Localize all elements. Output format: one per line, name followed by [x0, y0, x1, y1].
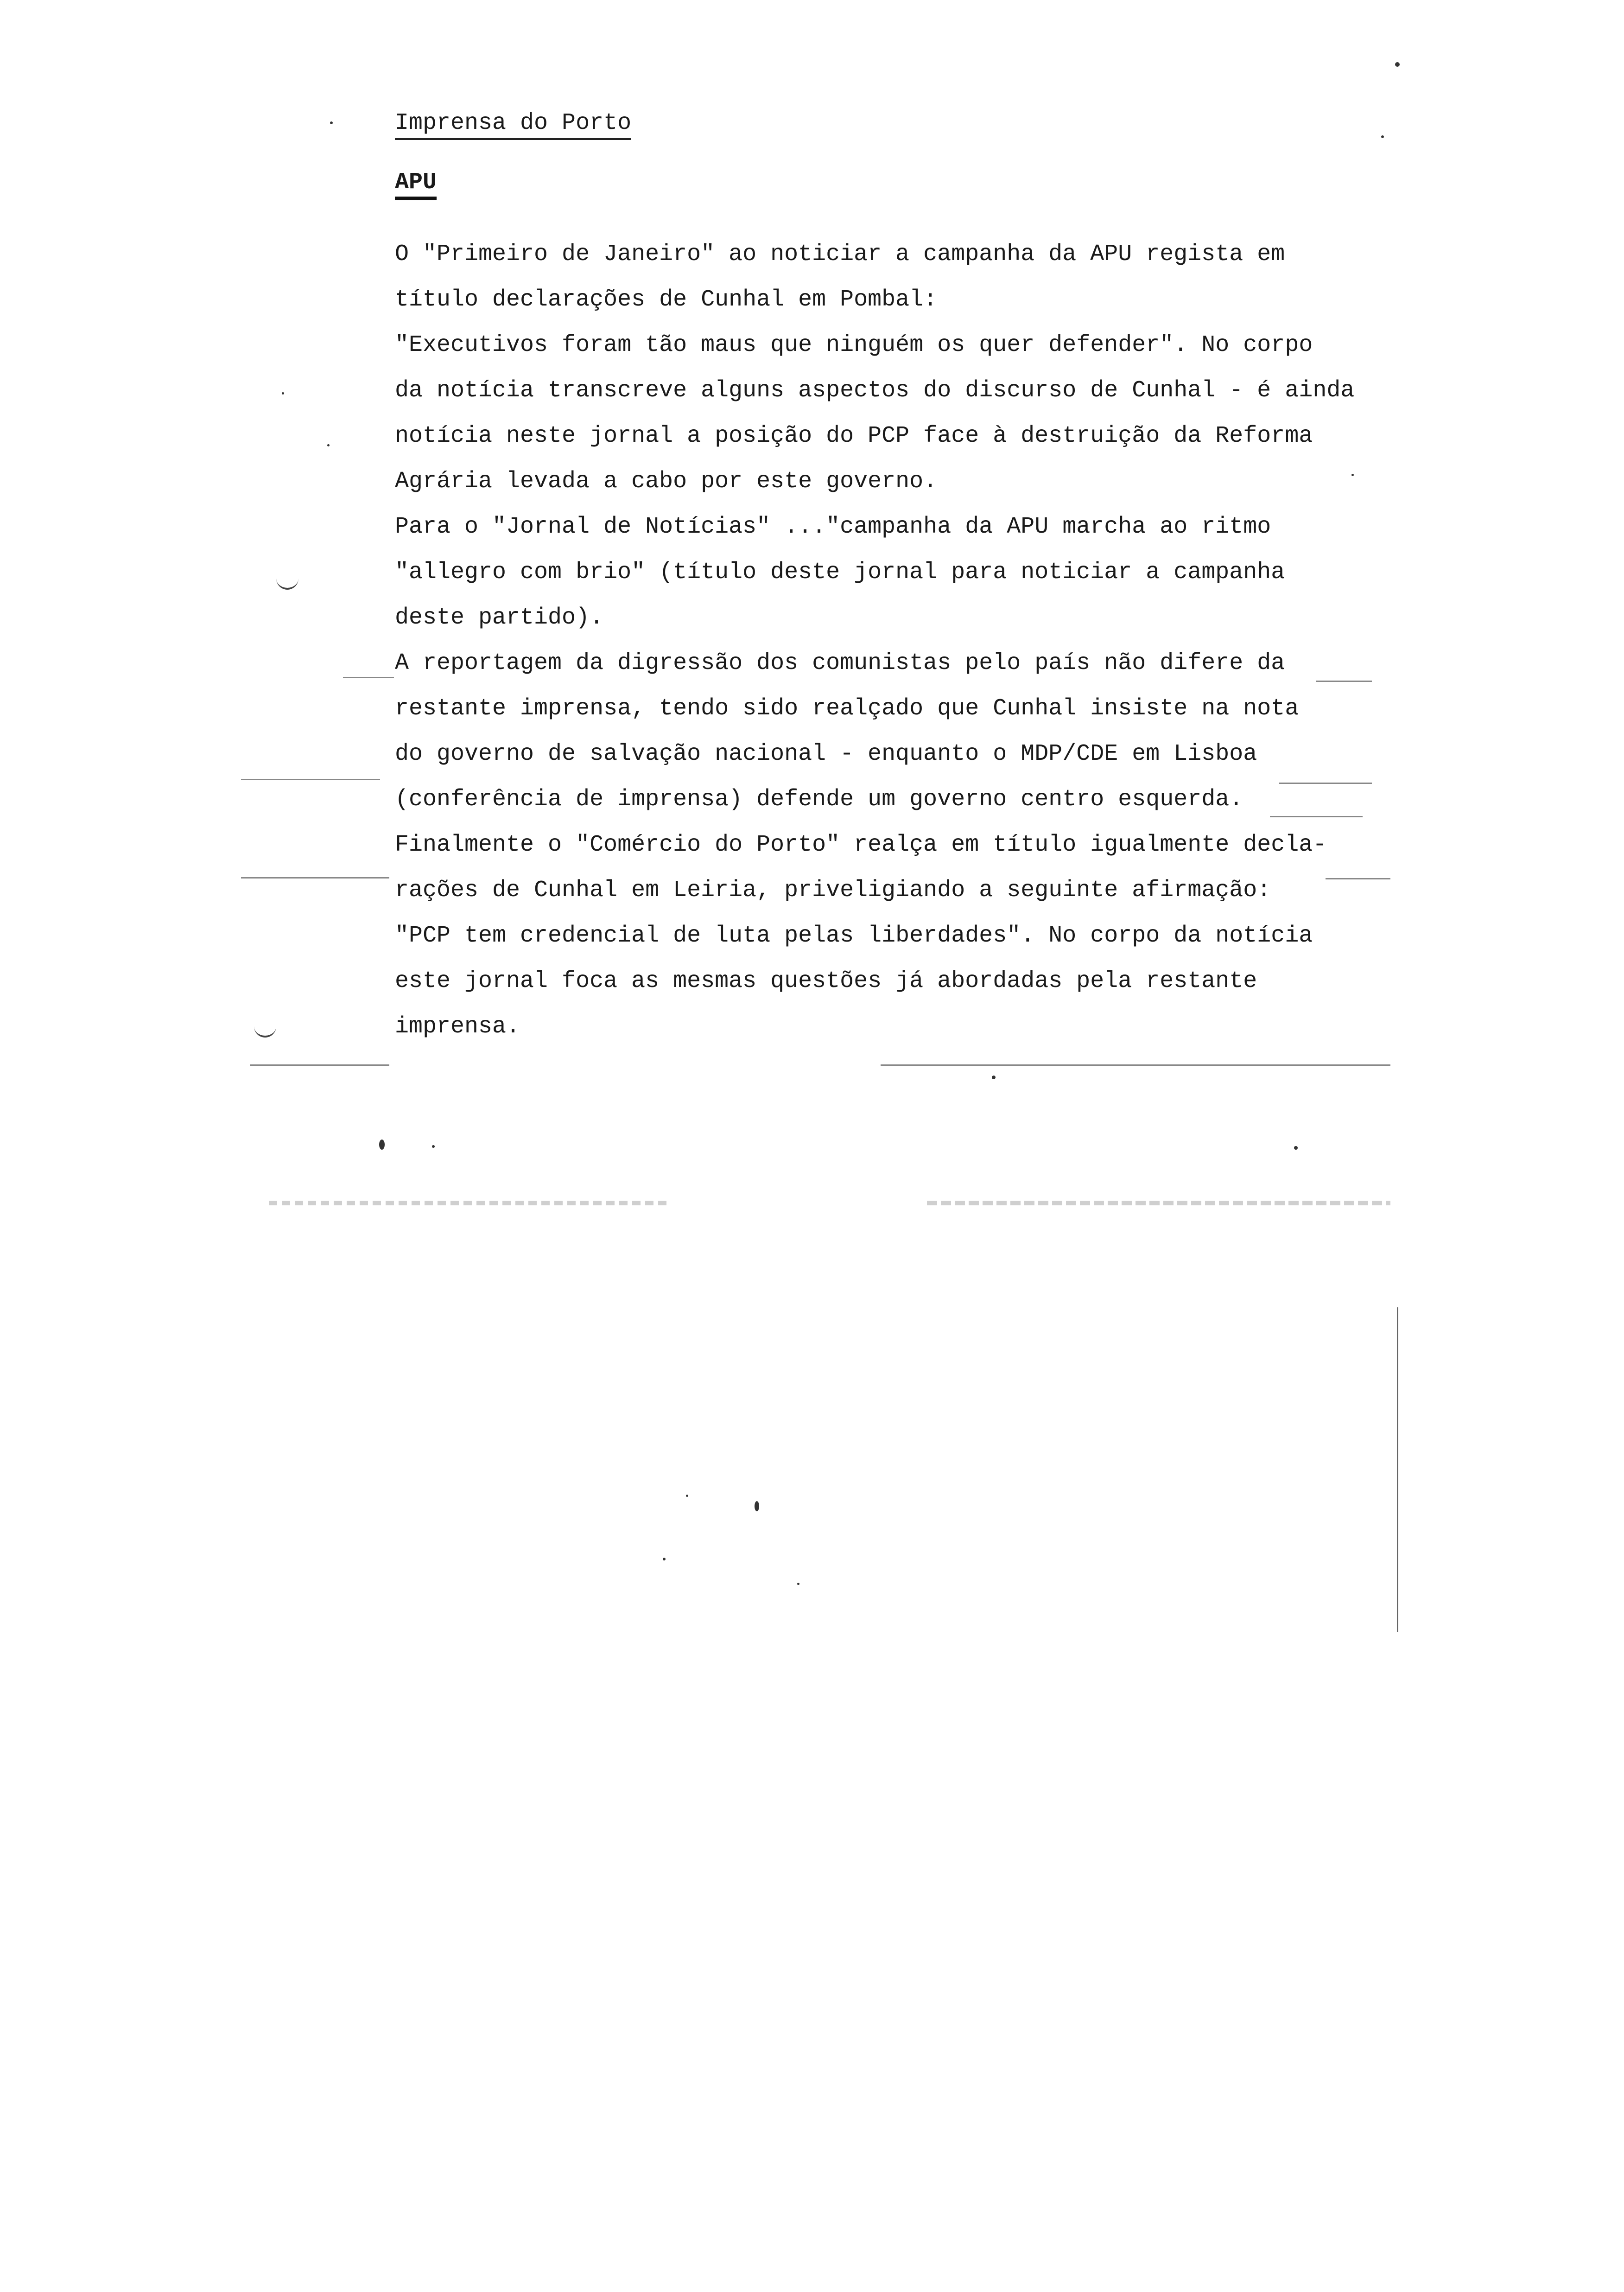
scan-speck: [797, 1583, 799, 1585]
scan-speck: [686, 1495, 688, 1497]
text-line: deste partido).: [395, 605, 604, 631]
scan-dash: [343, 677, 394, 678]
text-line: Para o "Jornal de Notícias" ..."campanha da APU marcha ao ritmo: [395, 514, 1271, 540]
scan-dash: [881, 1064, 1390, 1066]
scan-dash: [1316, 681, 1372, 682]
text-line: O "Primeiro de Janeiro" ao noticiar a campanha da APU regista em: [395, 241, 1285, 267]
document-header: Imprensa do Porto: [395, 109, 631, 140]
text-line: este jornal foca as mesmas questões já abordadas pela restante: [395, 968, 1257, 994]
text-line: Finalmente o "Comércio do Porto" realça em título igualmente decla-: [395, 832, 1327, 858]
text-line: "allegro com brio" (título deste jornal para noticiar a campanha: [395, 559, 1285, 586]
scan-edge-line: [1397, 1307, 1398, 1632]
body-text: [395, 232, 1354, 1050]
scan-speck: [330, 121, 333, 124]
punch-hole-mark: [254, 1025, 276, 1038]
scan-speck: [379, 1140, 385, 1150]
text-line: "Executivos foram tão maus que ninguém os quer defender". No corpo: [395, 332, 1313, 358]
scan-dash: [1270, 816, 1363, 817]
text-line: A reportagem da digressão dos comunistas pelo país não difere da: [395, 650, 1285, 676]
text-line: imprensa.: [395, 1013, 520, 1040]
text-line: da notícia transcreve alguns aspectos do discurso de Cunhal - é ainda: [395, 377, 1355, 404]
scan-speck: [1395, 62, 1400, 67]
scan-speck: [1294, 1146, 1298, 1150]
scan-dash: [1279, 783, 1372, 784]
scan-dash: [250, 1064, 389, 1066]
text-line: "PCP tem credencial de luta pelas liberdades". No corpo da notícia: [395, 923, 1313, 949]
text-line: (conferência de imprensa) defende um governo centro esquerda.: [395, 786, 1243, 813]
text-line: título declarações de Cunhal em Pombal:: [395, 286, 938, 313]
punch-hole-mark: [276, 577, 298, 590]
scan-speck: [663, 1558, 666, 1560]
scan-speck: [282, 392, 284, 395]
scan-dash: [241, 877, 389, 879]
scan-speck: [1381, 135, 1384, 138]
text-line: Agrária levada a cabo por este governo.: [395, 468, 938, 495]
scan-speck: [755, 1501, 759, 1511]
scan-speck: [992, 1076, 996, 1079]
scan-speck: [432, 1145, 435, 1148]
scan-speck: [1351, 474, 1354, 476]
scan-speck: [327, 444, 330, 446]
faded-bleed-through-text: [269, 1196, 1390, 1210]
scan-dash: [1326, 878, 1390, 879]
text-line: notícia neste jornal a posição do PCP face à destruição da Reforma: [395, 423, 1313, 449]
text-line: restante imprensa, tendo sido realçado que Cunhal insiste na nota: [395, 695, 1299, 722]
text-line: rações de Cunhal em Leiria, priveligiando a seguinte afirmação:: [395, 877, 1271, 904]
text-line: do governo de salvação nacional - enquanto o MDP/CDE em Lisboa: [395, 741, 1257, 767]
scan-dash: [241, 779, 380, 780]
section-title: APU: [395, 169, 437, 200]
